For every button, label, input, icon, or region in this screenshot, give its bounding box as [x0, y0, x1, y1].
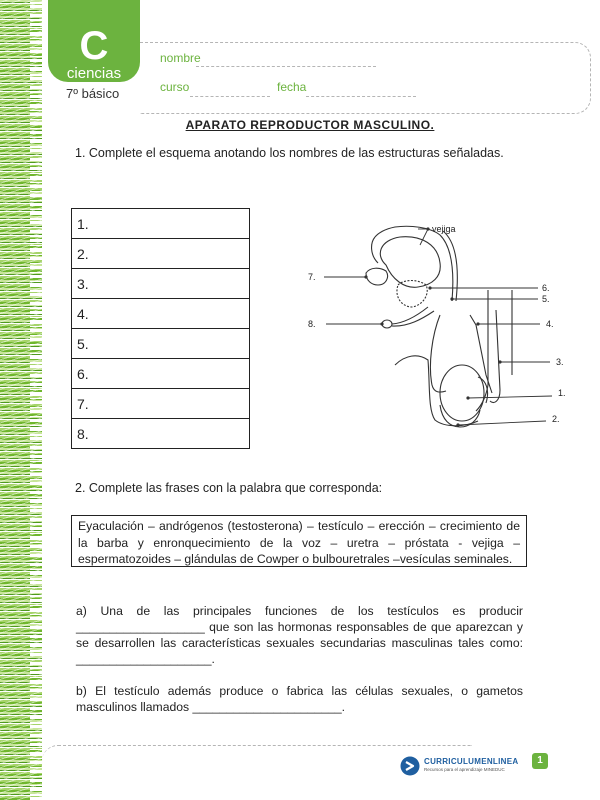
course-label: curso [160, 80, 190, 94]
publisher-name: CURRICULUMENLINEA [424, 757, 519, 766]
answer-box[interactable]: 1. [72, 209, 250, 239]
sentence-a: a) Una de las principales funciones de los testículos es producir ___________________ que son las hormonas responsables de que aparezcan y se desarrollen las características sexuales secundarias masculinas tales como: ____________________. [76, 604, 523, 666]
label-1: 1. [558, 388, 566, 398]
dot-1 [466, 396, 469, 399]
publisher-logo [400, 756, 519, 778]
testis [440, 365, 484, 421]
answer-box[interactable]: 5. [72, 329, 250, 359]
page-title: APARATO REPRODUCTOR MASCULINO. [185, 118, 435, 132]
publisher-arrow-icon [400, 756, 420, 776]
subject-logo [48, 0, 140, 82]
date-label: fecha [277, 80, 307, 94]
question-1: 1. Complete el esquema anotando los nombres de las estructuras señaladas. [75, 146, 504, 160]
label-7: 7. [308, 272, 316, 282]
date-field-line[interactable] [306, 96, 416, 97]
leader-1 [468, 396, 552, 398]
label-3: 3. [556, 357, 564, 367]
sentence-b: b) El testículo además produce o fabrica las células sexuales, o gametos masculinos llamados ______________________. [76, 684, 523, 714]
dot-8 [380, 322, 383, 325]
name-label: nombre [160, 51, 201, 65]
question-2: 2. Complete las frases con la palabra que corresponda: [75, 481, 383, 495]
label-2: 2. [552, 414, 560, 424]
page-number: 1 [532, 753, 548, 769]
dot-7 [364, 275, 367, 278]
cowper-duct-2 [392, 311, 434, 326]
epididymis [478, 377, 488, 403]
label-bladder: vejiga [432, 224, 456, 234]
ureter [372, 237, 378, 263]
header-frame [140, 42, 591, 114]
answer-box[interactable]: 3. [72, 269, 250, 299]
name-field-line[interactable] [196, 66, 376, 67]
dot-5 [450, 297, 453, 300]
answer-box[interactable]: 4. [72, 299, 250, 329]
label-8: 8. [308, 319, 316, 329]
urethra [470, 315, 492, 393]
answer-box[interactable]: 7. [72, 389, 250, 419]
reproductive-system-diagram [300, 215, 590, 440]
bladder [380, 237, 440, 288]
answer-table [71, 208, 250, 449]
answer-box[interactable]: 6. [72, 359, 250, 389]
answer-box[interactable]: 8. [72, 419, 250, 449]
word-bank: Eyaculación – andrógenos (testosterona) – testículo – erección – crecimiento de la barba y enronquecimiento de la voz – uretra – próstata - vejiga – espermatozoides – glándulas de Cowper o bulbouretrales –vesículas seminales. [71, 515, 527, 567]
label-5: 5. [542, 294, 550, 304]
course-field-line[interactable] [190, 96, 270, 97]
dot-3 [498, 360, 501, 363]
logo-subject: ciencias [66, 65, 122, 82]
dot-4 [476, 322, 479, 325]
dot-6 [428, 286, 431, 289]
dot-2 [456, 423, 459, 426]
label-4: 4. [546, 319, 554, 329]
answer-box[interactable]: 2. [72, 239, 250, 269]
label-6: 6. [542, 283, 550, 293]
penis-outline-left [430, 315, 446, 392]
logo-letter: C [79, 24, 109, 68]
publisher-tagline: Recursos para el aprendizaje MINEDUC [424, 767, 505, 772]
dot-bladder [426, 227, 429, 230]
cowper-duct [392, 307, 428, 324]
body-outline-front [476, 290, 488, 411]
grade-label: 7º básico [66, 86, 120, 101]
seminal-vesicle [366, 268, 388, 285]
prostate [397, 281, 427, 308]
